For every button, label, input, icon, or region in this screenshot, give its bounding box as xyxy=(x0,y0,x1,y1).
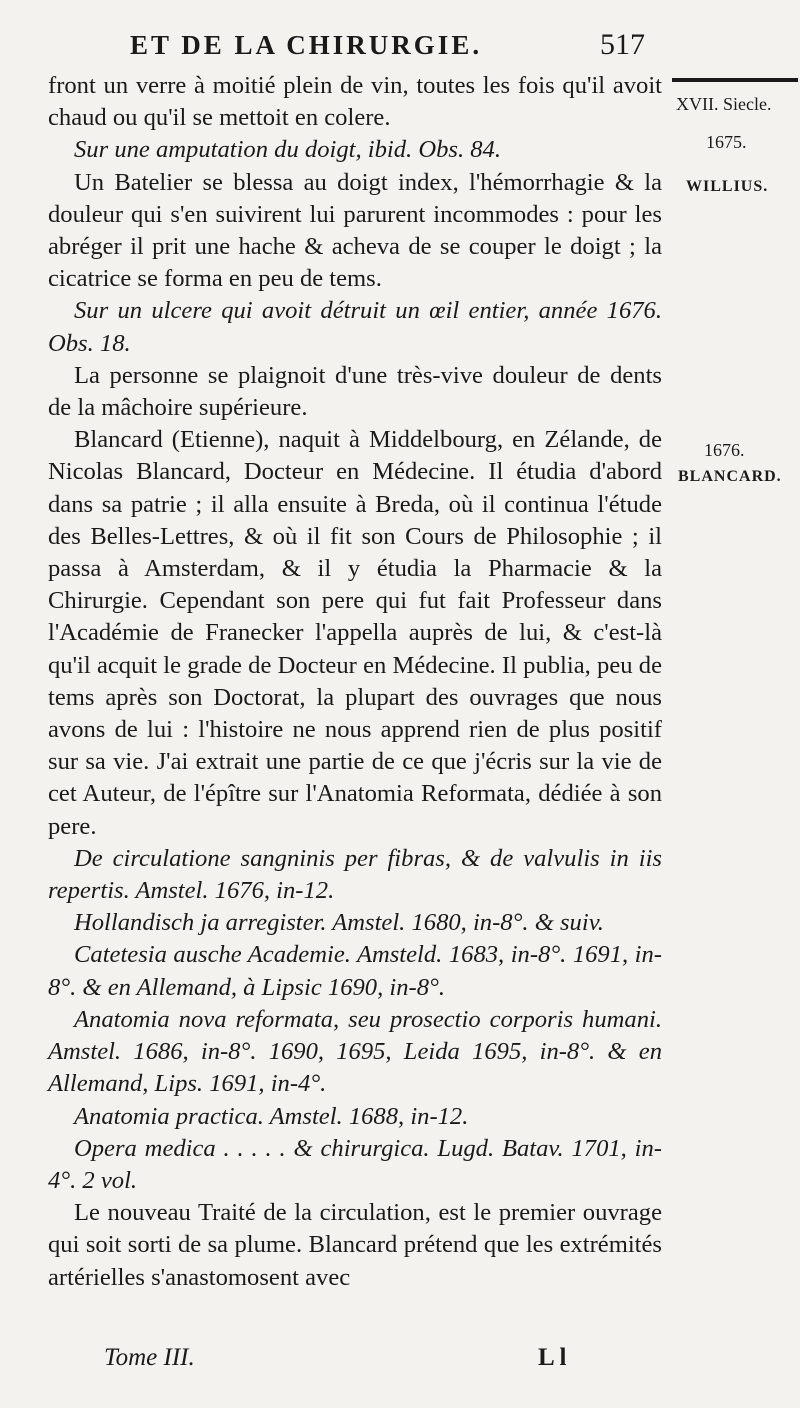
margin-note-blancard: BLANCARD. xyxy=(678,468,782,485)
margin-rule xyxy=(672,78,798,82)
work-entry-3: Catetesia ausche Academie. Amsteld. 1683, in-8°. 1691, in-8°. & en Allemand, à Lipsic 1690, in-8°. xyxy=(48,941,662,1001)
running-head: ET DE LA CHIRURGIE. xyxy=(130,30,483,60)
paragraph-douleur: La personne se plaignoit d'une très-vive douleur de dents de la mâchoire supérieure. xyxy=(48,361,662,422)
paragraph-continuation: front un verre à moitié plein de vin, toutes les fois qu'il avoit chaud ou qu'il se mettoit en colere. xyxy=(48,72,662,132)
observation-heading-amputation: Sur une amputation du doigt, ibid. Obs. 84. xyxy=(74,136,501,164)
margin-note-year-1676: 1676. xyxy=(704,440,745,460)
paragraph-blancard-bio: Blancard (Etienne), naquit à Middelbourg, en Zélande, de Nicolas Blancard, Docteur en Médecine. Il étudia d'abord dans sa patrie ; il alla ensuite à Breda, où il continua l'étude des Belles-Lettres, & où il fit son Cours de Philosophie ; il passa à Amsterdam, & il y étudia la Pharmacie & la Chirurgie. Cependant son pere qui fut fait Professeur dans l'Académie de Franecker l'appella auprès de lui, & c'est-là qu'il acquit le grade de Docteur en Médecine. Il publia, peu de tems après son Doctorat, la plupart des ouvrages que nous avons de lui : l'histoire ne nous apprend rien de plus positif sur sa vie. J'ai extrait une partie de ce que j'écris sur la vie de cet Auteur, de l'épître sur l'Anatomia Reformata, dédiée à son pere. xyxy=(48,426,662,840)
page-number: 517 xyxy=(600,28,645,61)
signature-mark: L l xyxy=(538,1344,567,1371)
observation-heading-ulcere: Sur un ulcere qui avoit détruit un œil entier, année 1676. Obs. 18. xyxy=(48,297,662,357)
body-text xyxy=(48,70,662,1294)
page-footer xyxy=(104,1344,624,1372)
tome-label: Tome III. xyxy=(104,1344,195,1371)
work-entry-2: Hollandisch ja arregister. Amstel. 1680, in-8°. & suiv. xyxy=(74,909,604,937)
work-entry-5: Anatomia practica. Amstel. 1688, in-12. xyxy=(74,1102,469,1130)
margin-note-willius: WILLIUS. xyxy=(686,178,769,195)
paragraph-batelier: Un Batelier se blessa au doigt index, l'hémorrhagie & la douleur qui s'en suivirent lui parurent incommodes : pour les abréger il prit une hache & acheva de se couper le doigt ; la cicatrice se forma en peu de tems. xyxy=(48,168,662,293)
work-entry-6: Opera medica . . . . . & chirurgica. Lugd. Batav. 1701, in-4°. 2 vol. xyxy=(48,1134,662,1194)
work-entry-4: Anatomia nova reformata, seu prosectio corporis humani. Amstel. 1686, in-8°. 1690, 1695, Leida 1695, in-8°. & en Allemand, Lips. 1691, in-4°. xyxy=(48,1005,662,1098)
paragraph-traite: Le nouveau Traité de la circulation, est le premier ouvrage qui soit sorti de sa plume. Blancard prétend que les extrémités artérielles s'anastomosent avec xyxy=(48,1199,662,1291)
margin-note-year-1675: 1675. xyxy=(706,132,747,152)
margin-note-century: XVII. Siecle. xyxy=(676,94,772,114)
work-entry-1: De circulatione sangninis per fibras, & de valvulis in iis repertis. Amstel. 1676, in-12. xyxy=(48,844,662,905)
